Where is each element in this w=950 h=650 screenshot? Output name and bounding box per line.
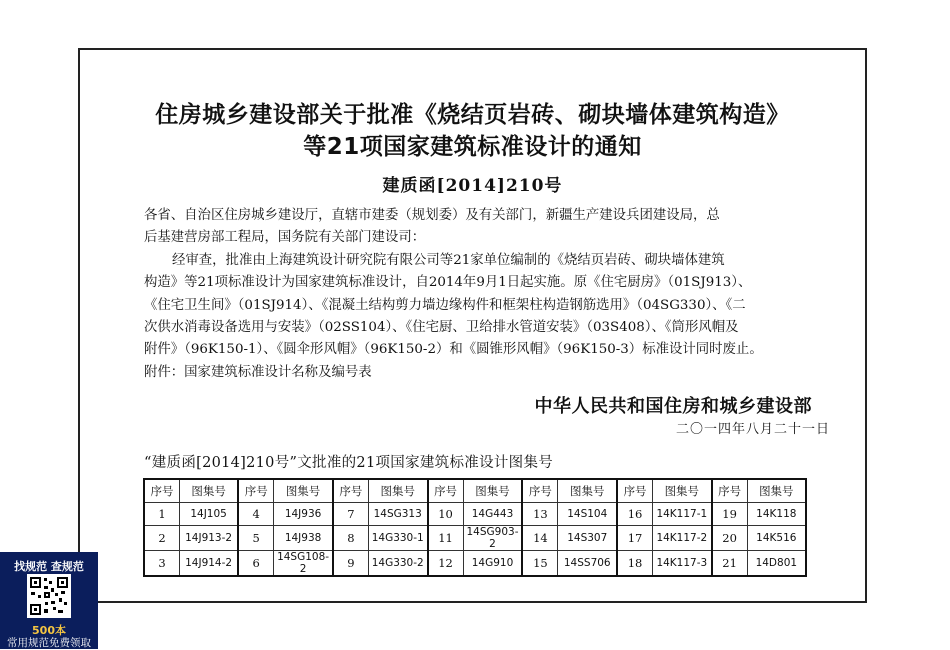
- header-seq: 序号: [617, 479, 653, 503]
- seq-cell: 2: [144, 526, 179, 551]
- code-cell: 14K118: [747, 503, 806, 526]
- table-header-row: [144, 479, 806, 503]
- promo-badge[interactable]: [0, 552, 98, 649]
- header-code: 图集号: [368, 479, 427, 503]
- seq-cell: 17: [617, 526, 653, 551]
- attachment-line: 附件：国家建筑标准设计名称及编号表: [144, 364, 372, 380]
- code-cell: 14SS706: [558, 551, 617, 577]
- body-line: 经审查，批准由上海建筑设计研究院有限公司等21家单位编制的《烧结页岩砖、砌块墙体建筑: [172, 252, 725, 268]
- seq-cell: 12: [428, 551, 464, 577]
- header-code: 图集号: [653, 479, 712, 503]
- code-cell: 14SG108-2: [274, 551, 333, 577]
- code-cell: 14J914-2: [179, 551, 238, 577]
- seq-cell: 1: [144, 503, 179, 526]
- code-cell: 14SG903-2: [463, 526, 522, 551]
- standards-table: [143, 478, 807, 577]
- seq-cell: 5: [238, 526, 273, 551]
- table-row: [144, 551, 806, 577]
- body-line: 后基建营房部工程局，国务院有关部门建设司：: [144, 230, 426, 246]
- table-row: [144, 503, 806, 526]
- badge-bottom-text: 常用规范免费领取: [7, 637, 91, 649]
- seq-cell: 20: [712, 526, 748, 551]
- body-line: 《住宅卫生间》（01SJ914）、《混凝土结构剪力墙边缘构件和框架柱构造钢筋选用》（04SG330）、《二: [144, 297, 746, 313]
- seq-cell: 4: [238, 503, 273, 526]
- code-cell: 14J936: [274, 503, 333, 526]
- body-line: 次供水消毒设备选用与安装》（02SS104）、《住宅厨、卫给排水管道安装》（03S408）、《筒形风帽及: [144, 320, 739, 336]
- seq-cell: 11: [428, 526, 464, 551]
- code-cell: 14K117-3: [653, 551, 712, 577]
- badge-count: 500本: [32, 624, 66, 637]
- code-cell: 14J938: [274, 526, 333, 551]
- header-seq: 序号: [238, 479, 273, 503]
- seq-cell: 19: [712, 503, 748, 526]
- code-cell: 14J105: [179, 503, 238, 526]
- code-cell: 14K516: [747, 526, 806, 551]
- header-code: 图集号: [558, 479, 617, 503]
- header-seq: 序号: [144, 479, 179, 503]
- header-code: 图集号: [274, 479, 333, 503]
- notice-body: [144, 205, 820, 384]
- seq-cell: 14: [522, 526, 558, 551]
- seq-cell: 8: [333, 526, 368, 551]
- table-row: [144, 526, 806, 551]
- code-cell: 14G330-1: [368, 526, 427, 551]
- header-code: 图集号: [747, 479, 806, 503]
- code-cell: 14S307: [558, 526, 617, 551]
- seq-cell: 7: [333, 503, 368, 526]
- header-seq: 序号: [333, 479, 368, 503]
- issue-date: 二〇一四年八月二十一日: [675, 422, 830, 437]
- seq-cell: 9: [333, 551, 368, 577]
- seq-cell: 3: [144, 551, 179, 577]
- body-line: 附件》（96K150-1）、《圆伞形风帽》（96K150-2）和《圆锥形风帽》（96K150-3）标准设计同时废止。: [144, 342, 763, 358]
- notice-title-line1: 住房城乡建设部关于批准《烧结页岩砖、砌块墙体建筑构造》: [155, 102, 790, 128]
- code-cell: 14G330-2: [368, 551, 427, 577]
- table-caption: “建质函[2014]210号”文批准的21项国家建筑标准设计图集号: [144, 455, 554, 471]
- seq-cell: 18: [617, 551, 653, 577]
- seq-cell: 6: [238, 551, 273, 577]
- document-number: 建质函[2014]210号: [382, 176, 563, 196]
- seq-cell: 21: [712, 551, 748, 577]
- header-seq: 序号: [428, 479, 464, 503]
- seq-cell: 15: [522, 551, 558, 577]
- seq-cell: 16: [617, 503, 653, 526]
- header-code: 图集号: [463, 479, 522, 503]
- code-cell: 14K117-2: [653, 526, 712, 551]
- code-cell: 14S104: [558, 503, 617, 526]
- seq-cell: 13: [522, 503, 558, 526]
- code-cell: 14G910: [463, 551, 522, 577]
- header-seq: 序号: [522, 479, 558, 503]
- code-cell: 14K117-1: [653, 503, 712, 526]
- notice-title-line2: 等21项国家建筑标准设计的通知: [303, 134, 642, 160]
- code-cell: 14G443: [463, 503, 522, 526]
- code-cell: 14J913-2: [179, 526, 238, 551]
- qr-code-icon[interactable]: [27, 574, 71, 618]
- code-cell: 14SG313: [368, 503, 427, 526]
- body-line: 构造》等21项标准设计为国家建筑标准设计，自2014年9月1日起实施。原《住宅厨房》（01SJ913）、: [144, 275, 752, 291]
- badge-top-text: 找规范 查规范: [14, 560, 84, 573]
- code-cell: 14D801: [747, 551, 806, 577]
- body-line: 各省、自治区住房城乡建设厅，直辖市建委（规划委）及有关部门，新疆生产建设兵团建设局，总: [144, 208, 720, 223]
- header-seq: 序号: [712, 479, 748, 503]
- seq-cell: 10: [428, 503, 464, 526]
- header-code: 图集号: [179, 479, 238, 503]
- issuing-authority: 中华人民共和国住房和城乡建设部: [534, 396, 812, 417]
